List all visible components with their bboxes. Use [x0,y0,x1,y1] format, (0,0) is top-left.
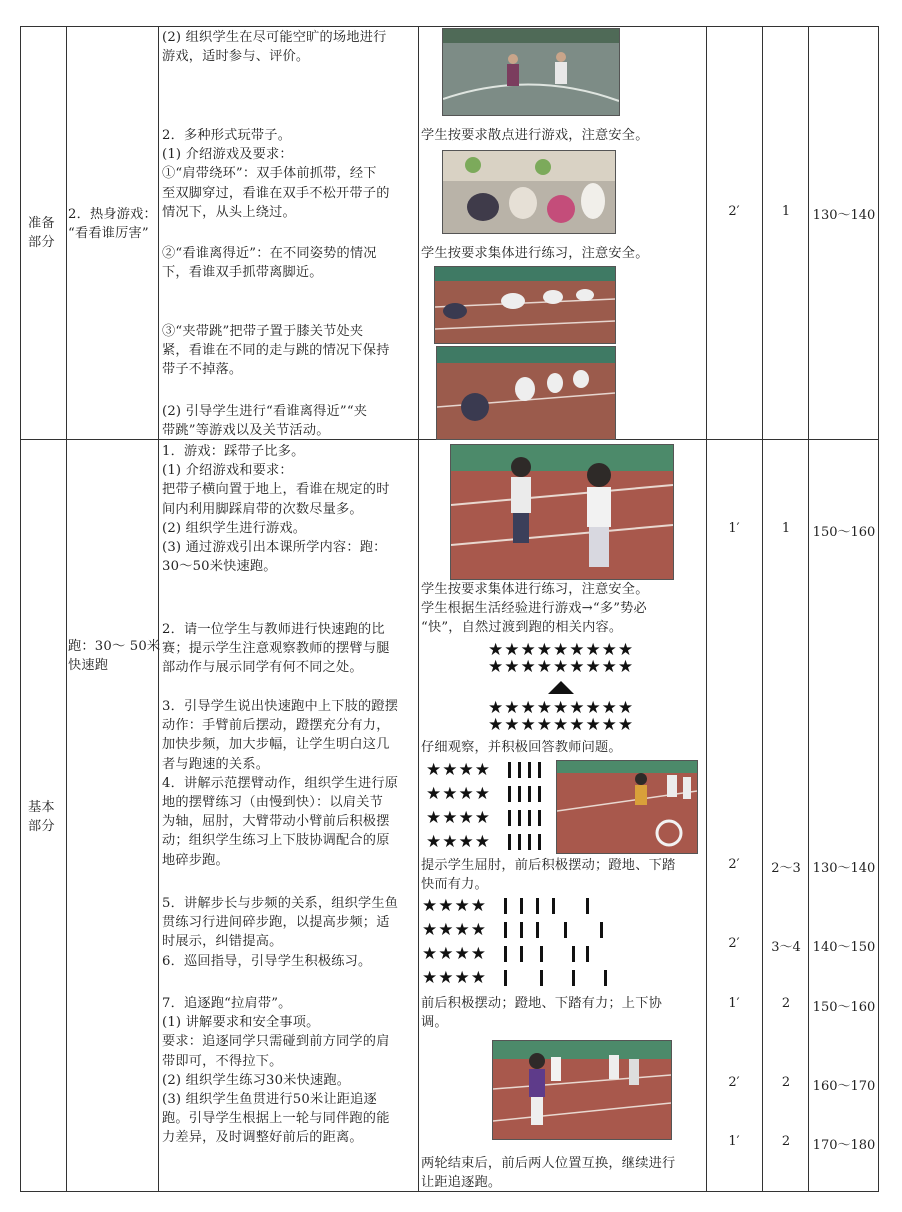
photo-belt-jump [436,346,616,440]
photo-closest-to-feet [434,266,616,344]
basic-time: 1′ [728,1134,740,1149]
basic-time: 2′ [728,1075,740,1090]
teacher-triangle-icon [548,681,574,694]
basic-note-4: 前后积极摆动；蹬地、下踏有力；上下协 调。 [421,996,662,1031]
basic-count: 2 [781,1134,791,1149]
photo-step-belt-game [450,444,674,580]
star-group: ★★★★ [426,784,491,804]
star-row: ★★★★★★★★★ [488,657,635,677]
photo-arm-swing [556,760,698,854]
prep-count: 1 [781,204,791,219]
prep-step-1: (2) 组织学生在尽可能空旷的场地进行 游戏，适时参与、评价。 [162,30,387,65]
basic-time: 1′ [728,521,740,536]
basic-heart-rate: 150～160 [812,1000,876,1015]
basic-time: 1′ [728,996,740,1011]
prep-heart-rate: 130～140 [812,208,876,223]
basic-count: 2 [781,996,791,1011]
basic-heart-rate: 140～150 [812,940,876,955]
basic-count: 2～3 [771,861,801,876]
star-row: ★★★★★★★★★ [488,640,635,660]
photo-scattered-game [442,28,620,116]
basic-heart-rate: 130～140 [812,861,876,876]
basic-step-2: 2．请一位学生与教师进行快速跑的比 赛；提示学生注意观察教师的摆臂与腿 部动作与展示同学有何不同之处。 [162,622,390,676]
basic-step-4: 5．讲解步长与步频的关系，组织学生鱼 贯练习行进间碎步跑，以提高步频；适 时展示，纠错提高。 6．巡回指导，引导学生积极练习。 [162,896,399,969]
prep-step-5: (2) 引导学生进行“看谁离得近”“夹 带跳”等游戏以及关节活动。 [162,404,368,439]
star-group: ★★★★ [426,832,491,852]
star-group: ★★★★ [426,760,491,780]
prep-step-4: ③“夹带跳”把带子置于膝关节处夹 紧，看谁在不同的走与跳的情况下保持 带子不掉落。 [162,324,390,378]
prep-time: 2′ [728,204,740,219]
basic-note-3: 提示学生屈肘，前后积极摆动；蹬地、下踏 快而有力。 [421,858,676,893]
prep-step-2: 2．多种形式玩带子。 (1) 介绍游戏及要求： ①“肩带绕环”：双手体前抓带，经下 至双脚穿过，看谁在双手不松开带子的 情况下，从头上绕过。 [162,128,390,220]
star-group: ★★★★ [426,808,491,828]
prep-step-3: ②“看谁离得近”：在不同姿势的情况 下，看谁双手抓带离脚近。 [162,246,377,281]
table-top-border [20,26,879,27]
basic-step-3: 3．引导学生说出快速跑中上下肢的蹬摆 动作：手臂前后摆动，蹬摆充分有力， 加快步频，加大步幅，让学生明白这几 者与跑速的关系。 4．讲解示范摆臂动作，组织学生进行原 地的摆臂练习（由慢到快）：以肩关节 为轴，屈肘，大臂带动小臂前后积极摆 动；组织学生练习上下肢协调配合的原 地碎步跑。 [162,699,399,868]
basic-count: 2 [781,1075,791,1090]
basic-step-1: 1．游戏：踩带子比多。 (1) 介绍游戏和要求： 把带子横向置于地上，看谁在规定的时 间内利用脚踩肩带的次数尽量多。 (2) 组织学生进行游戏。 (3) 通过游戏引出本课所学内容：跑： 30～50米快速跑。 [162,444,390,575]
photo-shoulder-belt [442,150,616,234]
star-group: ★★★★ [422,896,487,916]
basic-heart-rate: 150～160 [812,525,876,540]
basic-note-2: 仔细观察，并积极回答教师问题。 [421,740,622,755]
basic-time: 2′ [728,936,740,951]
star-group: ★★★★ [422,920,487,940]
basic-note-5: 两轮结束后，前后两人位置互换，继续进行 让距追逐跑。 [421,1156,676,1191]
star-group: ★★★★ [422,944,487,964]
basic-heart-rate: 170～180 [812,1138,876,1153]
star-group: ★★★★ [422,968,487,988]
section-name-basic: 基本 部分 [28,800,55,835]
section-name-prep: 准备 部分 [28,216,55,251]
basic-note-1: 学生按要求集体进行练习，注意安全。 学生根据生活经验进行游戏→“多”势必 “快”，自然过渡到跑的相关内容。 [421,582,649,636]
prep-note-1: 学生按要求散点进行游戏，注意安全。 [421,128,649,143]
basic-count: 1 [781,521,791,536]
basic-count: 3～4 [771,940,801,955]
basic-time: 2′ [728,857,740,872]
basic-step-5: 7．追逐跑“拉肩带”。 (1) 讲解要求和安全事项。 要求：追逐同学只需碰到前方同学的肩 带即可，不得拉下。 (2) 组织学生练习30米快速跑。 (3) 组织学生鱼贯进行50米让距追逐 跑。引导学生根据上一轮与同伴跑的能 力差异，及时调整好前后的距离。 [162,996,390,1146]
section-content-basic: 跑：30～ 50米 快速跑 [68,639,161,674]
basic-heart-rate: 160～170 [812,1079,876,1094]
prep-note-2: 学生按要求集体进行练习，注意安全。 [421,246,649,261]
photo-chase-run [492,1040,672,1140]
star-row: ★★★★★★★★★ [488,715,635,735]
section-content-prep: 2．热身游戏： “看看谁厉害” [68,207,157,242]
star-row: ★★★★★★★★★ [488,698,635,718]
